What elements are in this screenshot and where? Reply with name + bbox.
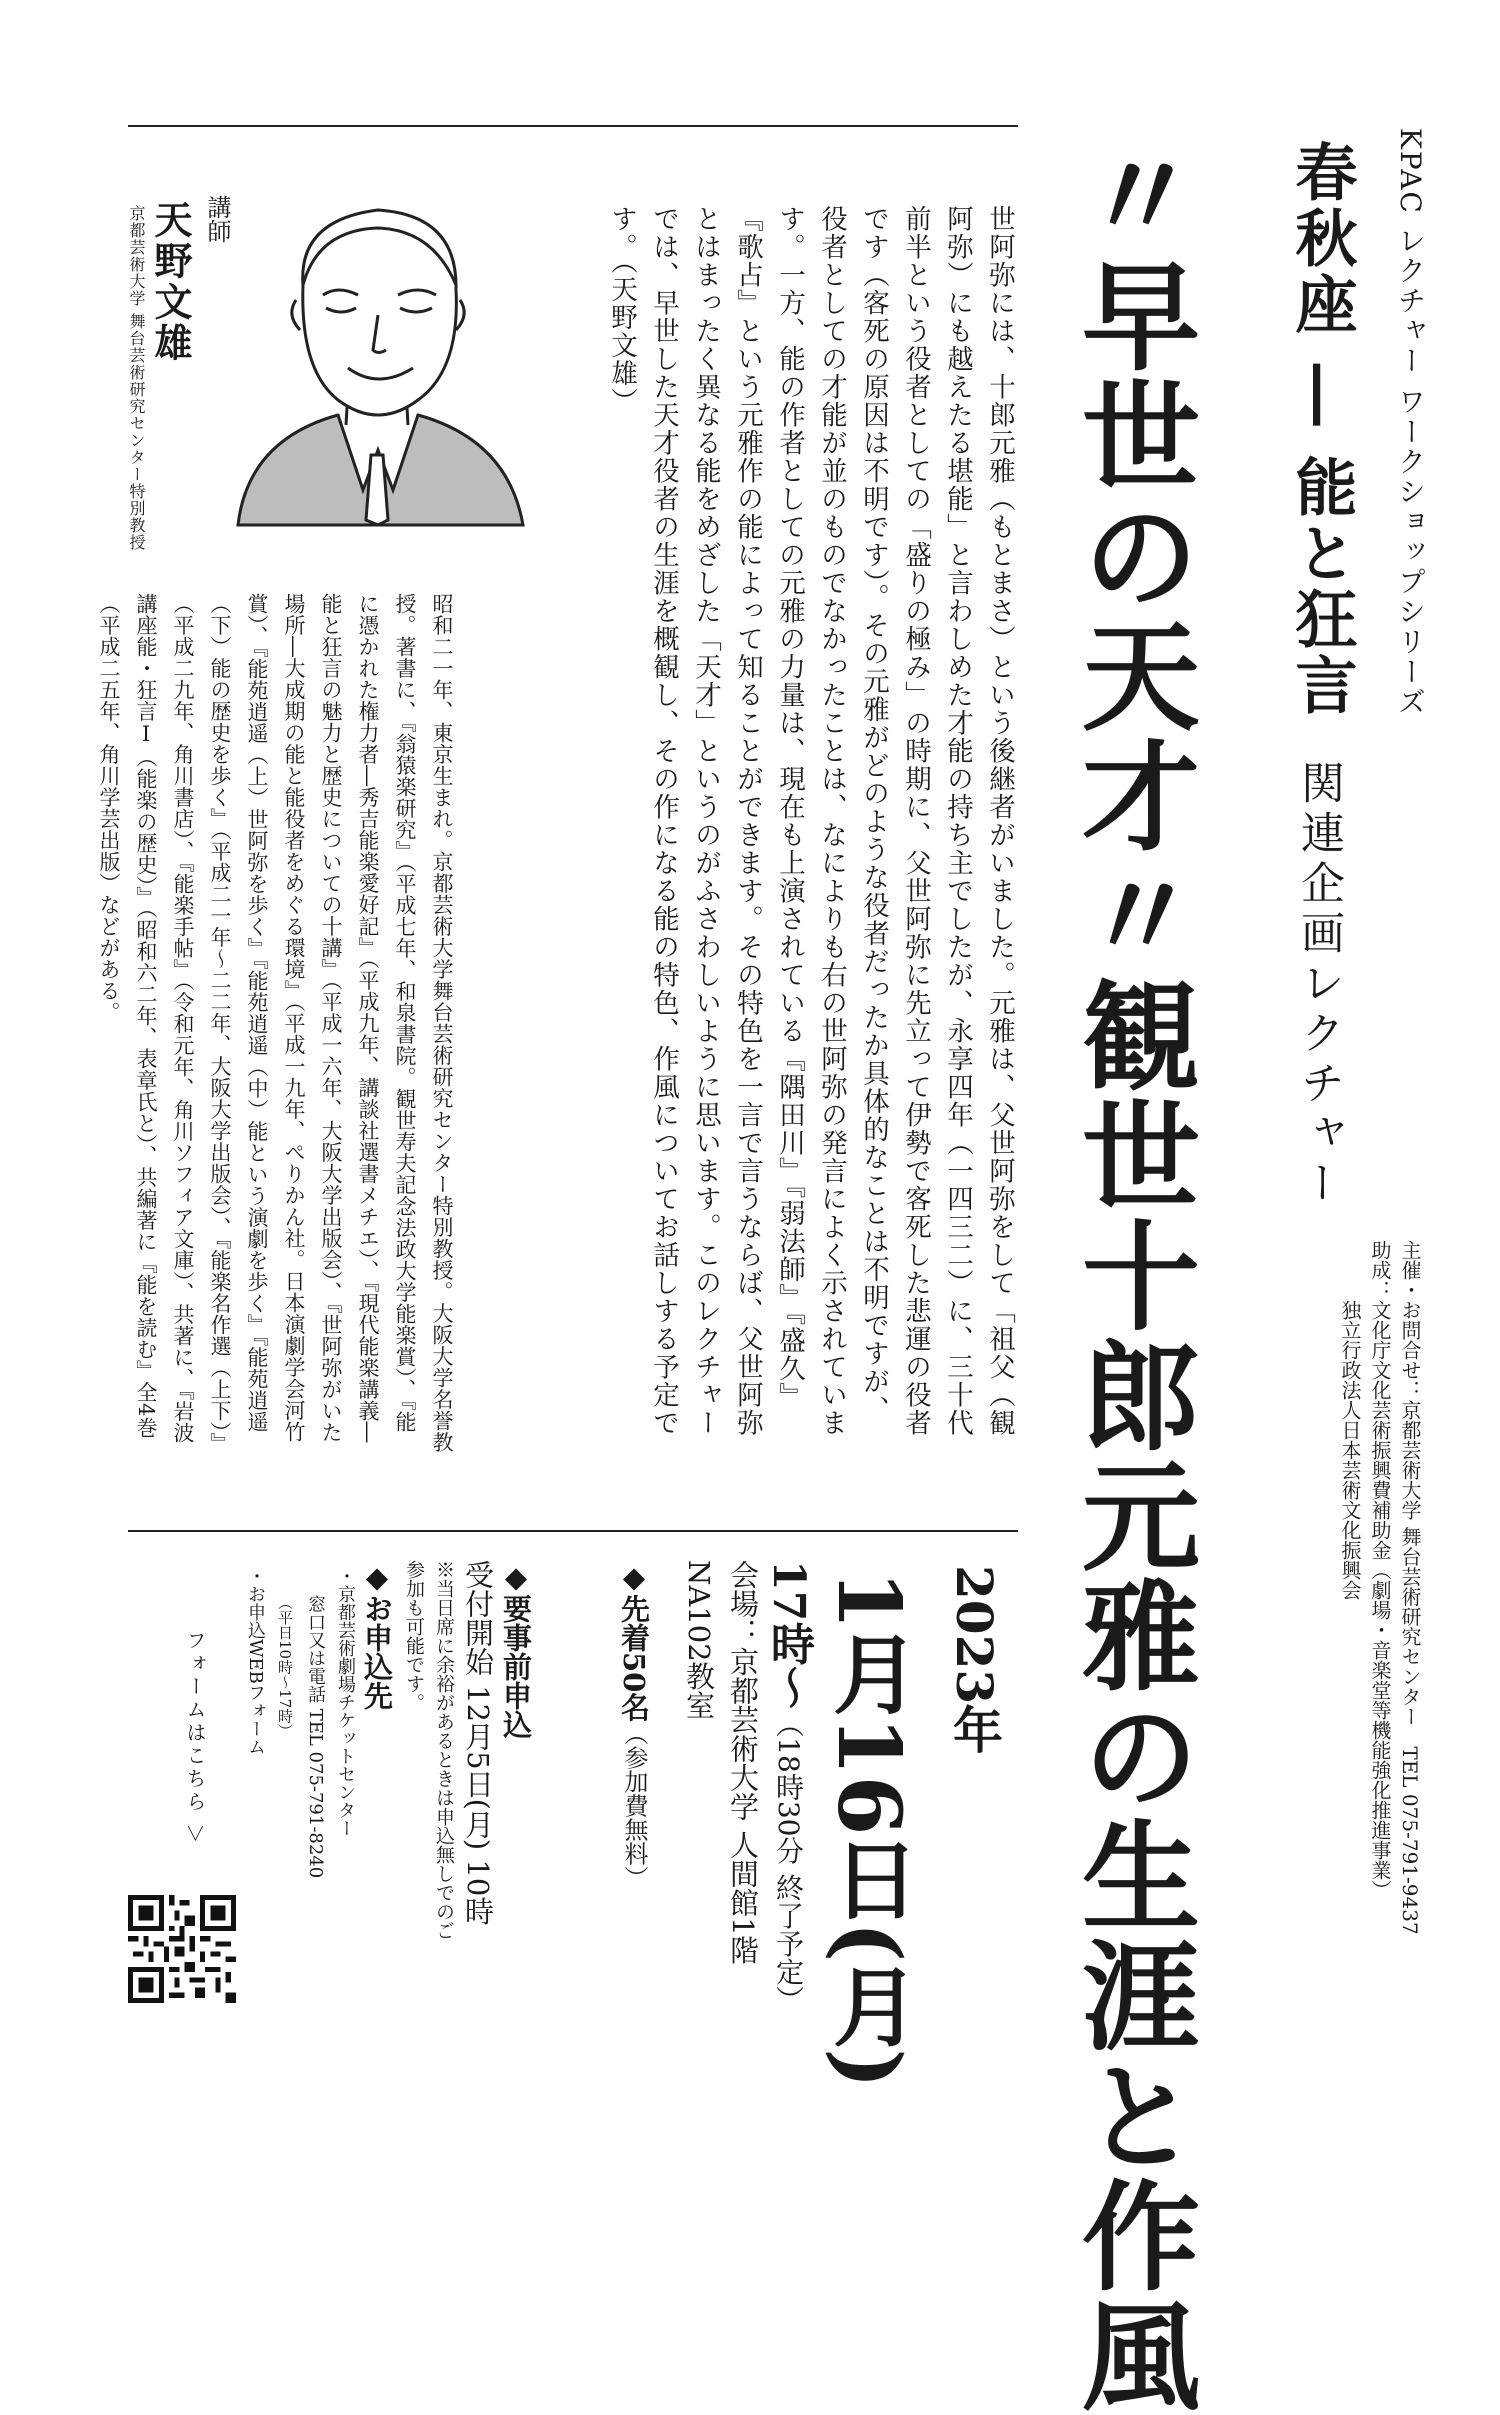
reservation-title: ◆要事前申込 [499,1560,533,1739]
lecturer-affiliation: 京都芸術大学 舞台芸術研究センター特別教授 [127,205,146,552]
lecturer-bio: 昭和二一年、東京生まれ。京都芸術大学舞台芸術研究センター特別教授。大阪大学名誉教授。著書に、『翁猿楽研究』（平成七年、和泉書院。観世寿夫記念法政大学能楽賞）、『能に憑かれた権力者―秀吉能楽愛好記』（平成九年、講談社選書メチエ）、『現代能楽講義―能と狂言の魅力と歴史についての十講』（平成一六年、大阪大学出版会）、『世阿弥がいた場所―大成期の能と能役者をめぐる環境』（平成一九年、ぺりかん社。日本演劇学会河竹賞）、『能苑逍遥（上）世阿弥を歩く』『能苑逍遥（中）能という演劇を歩く』『能苑逍遥（下）能の歴史を歩く』（平成二一年～二二年、大阪大学出版会）、『能楽名作選（上下）』（平成二九年、角川書店）、『能楽手帖』（令和元年、角川ソフィア文庫）、共著に、『岩波講座能・狂言Ⅰ（能楽の歴史）』（昭和六二年、表章氏と）、共編著に『能を読む』全4巻（平成二五年、角川学芸出版）などがある。 [97,593,454,1453]
apply-heading: ◆お申込先 [360,1560,394,1710]
ticket-center-hours: （平日10時～17時） [276,1595,294,1739]
bottom-rule [128,1530,1018,1532]
related-lecture-label: 関連企画レクチャー [1293,760,1344,1210]
lecturer-portrait [228,190,528,530]
capacity-note: （参加費無料） [620,1721,648,1890]
lecture-description: 世阿弥には、十郎元雅（もとまさ）という後継者がいました。元雅は、父世阿弥をして「祖父（観阿弥）にも越えたる堪能」と言わしめた才能の持ち主でしたが、永享四年（一四三二）に、三十代前半という役者としての「盛りの極み」の時期に、父世阿弥に先立って伊勢で客死した悲運の役者です（客死の原因は不明です）。その元雅がどのような役者だったか具体的なことは不明ですが、役者としての才能が並のものでなかったことは、なによりも右の世阿弥の発言によく示されています。一方、能の作者としての元雅の力量は、現在も上演されている『隅田川』『弱法師』『盛久』『歌占』という元雅作の能によって知ることができます。その特色を一言で言うならば、父世阿弥とはまったく異なる能をめざした「天才」というのがふさわしいように思います。このレクチャーでは、早世した天才役者の生涯を概観し、その作になる能の特色、作風についてお話しする予定です。（天野文雄） [606,205,1015,1437]
lecturer-name: 天野文雄 [148,200,193,364]
ticket-center-phone: 窓口又は電話 TEL 075-791-8240 [305,1595,326,1879]
ticket-center: ・京都芸術劇場チケットセンター [335,1567,356,1837]
capacity-title: ◆先着50名 [617,1560,651,1722]
event-time-start: 17時～ [763,1560,814,1710]
event-venue: 会場：京都芸術大学 人間館1階 NA102教室 [682,1560,760,1965]
apply-items [240,1567,360,2037]
top-rule [128,125,1018,127]
lecture-title: 〃早世の天才〃観世十郎元雅の生涯と作風 [1062,135,1201,2415]
grant-line: 助成：文化庁文化芸術振興費補助金（劇場・音楽堂等機能強化推進事業） [1368,1240,1392,1900]
lecturer-label: 講師 [203,195,231,243]
event-date: 1月16日(月) [818,1570,919,2089]
organizer-info [1335,1240,1425,1935]
web-form: ・お申込WEBフォーム [245,1567,266,1756]
series-label: KPAC レクチャー ワークショップシリーズ [1394,128,1427,717]
reservation-note: ※当日席に余裕があるときは申込無しでのご参加も可能です。 [403,1560,455,1940]
grant-line: 独立行政法人日本芸術文化振興会 [1338,1300,1362,1600]
form-link[interactable]: フォームはこちら ＞ [183,1630,207,1847]
qr-code[interactable] [128,1895,236,2003]
event-time-note: （18時30分 終了予定） [772,1709,805,2014]
event-time [756,1560,820,2013]
reservation-start: 受付開始 12月5日(月) 10時 [461,1560,495,1926]
reservation-block [399,1560,535,2060]
organizer-line: 主催・お問合せ：京都芸術大学 舞台芸術研究センター TEL 075-791-9437 [1398,1240,1422,1935]
event-year: 2023年 [945,1565,1004,1755]
capacity-block [613,1560,655,2060]
series-subtitle: 春秋座 ― 能と狂言 [1285,140,1358,720]
